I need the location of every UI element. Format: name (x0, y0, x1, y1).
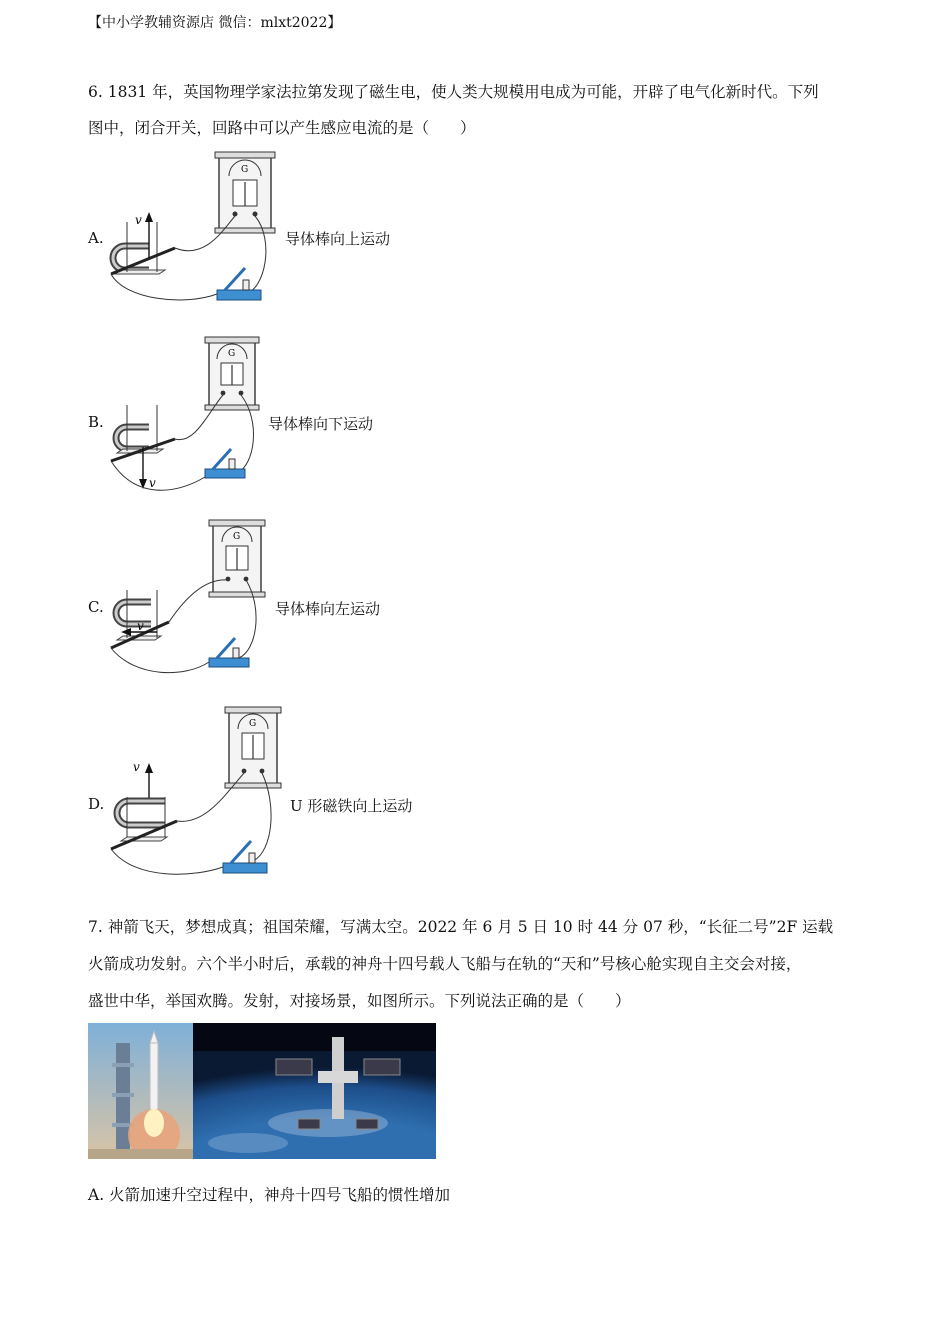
option-c-letter: C. (88, 598, 104, 616)
knife-switch (209, 638, 249, 667)
q6-line1: 6. 1831 年，英国物理学家法拉第发现了磁生电，使人类大规模用电成为可能，开辟了电气化新时代。下列 (88, 83, 819, 101)
velocity-left-arrow-icon (121, 628, 131, 636)
option-c-diagram (105, 518, 275, 678)
option-a-letter: A. (88, 229, 104, 247)
q7-option-a: A. 火箭加速升空过程中，神舟十四号飞船的惯性增加 (88, 1186, 451, 1204)
knife-switch (217, 268, 261, 300)
svg-text:v: v (135, 213, 142, 227)
option-d-caption: U 形磁铁向上运动 (290, 797, 413, 815)
q7-line1: 7. 神箭飞天，梦想成真；祖国荣耀，写满太空。2022 年 6 月 5 日 10 时 44 分 07 秒，“长征二号”2F 运载 (88, 918, 834, 936)
launch-docking-photo (88, 1023, 436, 1159)
option-a-caption: 导体棒向上运动 (285, 230, 391, 248)
rocket-launch-image (88, 1023, 193, 1159)
galvanometer (215, 152, 275, 233)
option-d-letter: D. (88, 795, 105, 813)
svg-text:v: v (149, 476, 156, 490)
velocity-up-arrow-icon (145, 212, 153, 222)
q6-line2: 图中，闭合开关，回路中可以产生感应电流的是（ ） (88, 119, 476, 137)
svg-text:v: v (137, 619, 144, 633)
svg-text:G: G (249, 719, 257, 729)
option-b-diagram (105, 335, 275, 495)
svg-text:v: v (133, 760, 140, 774)
option-a-diagram (105, 150, 285, 310)
galvanometer (205, 337, 259, 410)
option-c-caption: 导体棒向左运动 (275, 600, 381, 618)
option-b-letter: B. (88, 413, 104, 431)
svg-text:G: G (233, 532, 241, 542)
option-b-caption: 导体棒向下运动 (268, 415, 374, 433)
source-header: 【中小学教辅资源店 微信：mlxt2022】 (88, 15, 342, 31)
knife-switch (223, 841, 267, 873)
velocity-up-arrow-icon (145, 763, 153, 773)
galvanometer (225, 707, 281, 788)
option-d-diagram (105, 705, 285, 880)
svg-text:G: G (228, 349, 236, 359)
q7-line3: 盛世中华，举国欢腾。发射，对接场景，如图所示。下列说法正确的是（ ） (88, 992, 631, 1010)
galvanometer-label: G (241, 165, 249, 175)
galvanometer (209, 520, 265, 597)
knife-switch (205, 449, 245, 478)
u-magnet (116, 427, 163, 453)
q7-line2: 火箭成功发射。六个半小时后，承载的神舟十四号载人飞船与在轨的“天和”号核心舱实现自主交会对接， (88, 955, 802, 973)
space-station-image (193, 1023, 436, 1159)
